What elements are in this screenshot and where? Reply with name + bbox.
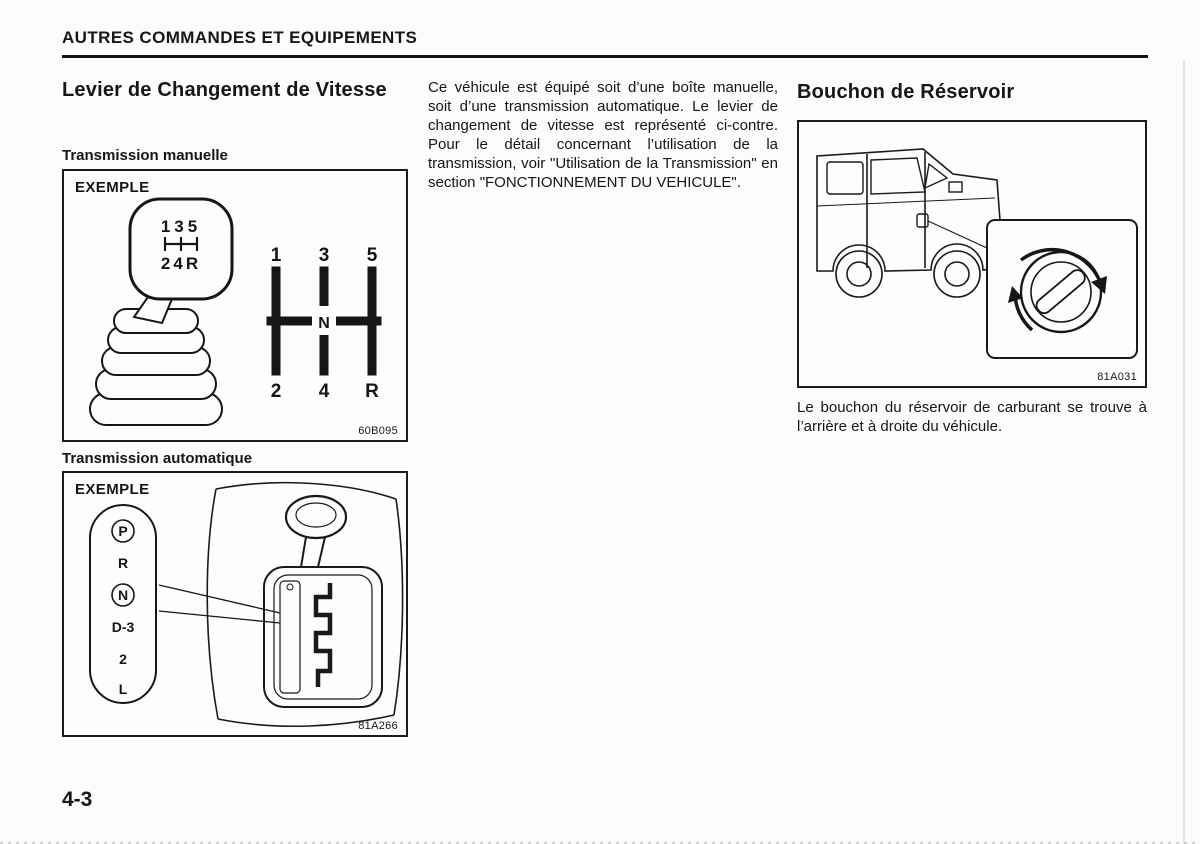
gear-label-4: 4 [318,381,330,402]
knob-top-row: 135 [160,217,202,236]
gear-label-1: 1 [270,245,282,266]
neutral-label: N [318,315,330,332]
position-N: N [117,587,129,603]
pointer-lines [159,585,280,623]
figure-example-label: EXEMPLE [75,481,150,498]
fuel-cap-diagram [799,122,1145,386]
scan-spine-line [1183,60,1185,844]
figure-code: 60B095 [358,425,398,437]
gear-label-R: R [365,381,379,402]
position-2: 2 [119,651,127,667]
position-D3: D-3 [111,619,135,635]
gear-knob [130,199,232,299]
figure-code: 81A266 [358,720,398,732]
position-R: R [117,555,129,571]
gear-label-2: 2 [270,381,282,402]
fuel-cap-figure [797,120,1147,388]
console-drawing [207,483,402,727]
section-title-fuel-cap: Bouchon de Réservoir [797,81,1015,103]
figure-example-label: EXEMPLE [75,179,150,196]
manual-shift-diagram [64,171,406,440]
position-L: L [118,681,128,697]
header-rule [62,55,1148,58]
gear-lever-boot [90,297,222,425]
knob-bottom-row: 24R [160,254,202,273]
position-P: P [118,523,128,539]
fuel-cap-inset [987,220,1137,358]
gear-positions-pill [90,505,156,703]
vehicle-drawing [817,149,1001,297]
subsection-manual-transmission: Transmission manuelle [62,147,228,164]
fuel-filler-door [917,214,928,227]
automatic-shift-diagram [64,473,406,735]
fuel-cap-caption: Le bouchon du réservoir de carburant se trouve à l’arrière et à droite du véhicule. [797,399,1147,436]
page-header-title: AUTRES COMMANDES ET EQUIPEMENTS [62,28,418,47]
subsection-automatic-transmission: Transmission automatique [62,450,253,467]
manual-transmission-figure [62,169,408,442]
figure-code: 81A031 [1097,371,1137,383]
gear-label-5: 5 [366,245,378,266]
automatic-transmission-figure [62,471,408,737]
intro-paragraph: Ce véhicule est équipé soit d’une boîte manuelle, soit d’une transmission automatique. Le levier de changement de vitesse est représenté ci-contre. Pour le détail concernant l’utilisation de la transmission, voir "Utilisation de la Transmission" en section "FONCTIONNEMENT DU VEHICULE". [428,79,778,192]
gear-label-3: 3 [318,245,330,266]
page-number: 4-3 [62,788,93,811]
section-title-gear-lever: Levier de Changement de Vitesse [62,79,387,101]
